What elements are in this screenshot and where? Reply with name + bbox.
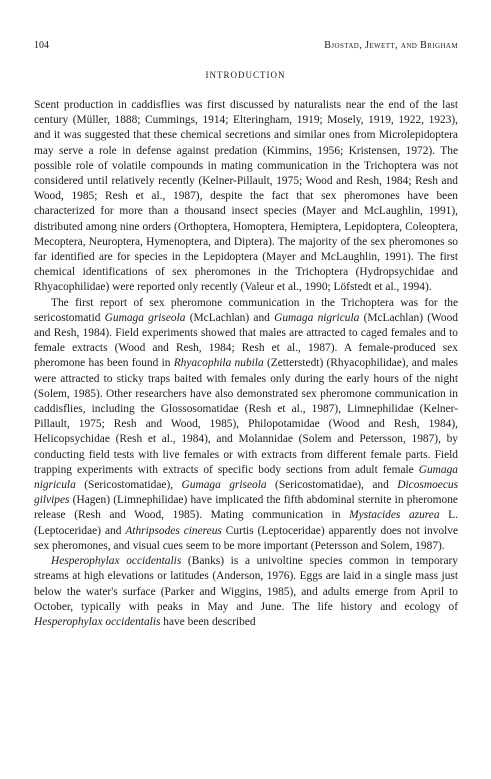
body-text [34, 98, 458, 630]
italic-text: Dicosmoecus gilvipes [34, 479, 459, 507]
text-run: (Sericostomatidae), [75, 479, 182, 492]
text-run: (Sericostomatidae), and [266, 479, 398, 492]
page-header [34, 40, 458, 54]
section-title: INTRODUCTION [205, 70, 286, 80]
page-number: 104 [34, 40, 49, 51]
text-run: Curtis (Leptoceridae) apparently does not involve sex pheromones, and visual cues seem to be more important (Petersson and Solem, 1987). [34, 524, 459, 552]
text-run: (Zetterstedt) (Rhyacophilidae), and males were attracted to sticky traps baited with females only during the early hours of the night (Solem, 1985). Other researchers have also demonstrated sex pheromone communication in caddisflies, including the Glossosomatidae (Resh et al., 1987), Limnephilidae (Kelner-Pillault, 1975; Resh and Wood, 1985), Philopotamidae (Wood and Resh, 1984), Helicopsychidae (Resh et al., 1984), and Molannidae (Solem and Petersson, 1987), by conducting field tests with live females or with extracts from different female parts. Field trapping experiments with extracts of specific body sections from adult female [34, 357, 458, 476]
italic-text: Gumaga griseola [104, 311, 186, 324]
text-run: (McLachlan) (Wood and Resh, 1984). Field experiments showed that males are attracted to caged females and to female extracts (Wood and Resh, 1984; Resh et al., 1987). A female-produced sex pheromone has been found in [34, 311, 458, 370]
italic-text: Mystacides azurea [349, 509, 440, 522]
italic-text: Hesperophylax occidentalis [51, 555, 182, 568]
text-run: (Hagen) (Limnephilidae) have implicated the fifth abdominal sternite in pheromone release (Resh and Wood, 1985). Mating communication in [34, 494, 458, 522]
italic-text: Gumaga griseola [181, 479, 267, 492]
text-run: Scent production in caddisflies was first discussed by naturalists near the end of the last century (Müller, 1888; Cummings, 1914; Elteringham, 1919; Mosely, 1919, 1922, 1923), and it was suggested that these chemical secretions and similar ones from Microlepidoptera may serve a role in defense against predation (Kimmins, 1956; Kristensen, 1972). The possible role of volatile compounds in mating communication in the Trichoptera was not considered until relatively recently (Kelner-Pillault, 1975; Wood and Resh, 1984; Resh and Wood, 1985; Resh et al., 1987), despite the fact that sex pheromones have been characterized for more than a thousand insect species (Mayer and McLaughlin, 1991), distributed among nine orders (Orthoptera, Homoptera, Hemiptera, Lepidoptera, Coleoptera, Mecoptera, Neuroptera, Hymenoptera, and Diptera). The majority of the sex pheromones so far identified are for species in the Lepidoptera (Mayer and McLaughlin, 1991). The first chemical identifications of sex pheromones in the Trichoptera (Hydropsychidae and Rhyacophilidae) were reported only recently (Valeur et al., 1990; Löfstedt et al., 1994). [34, 99, 458, 294]
italic-text: Athripsodes cinereus [125, 524, 222, 537]
text-run: The first report of sex pheromone communication in the Trichoptera was for the sericostomatid [34, 296, 458, 324]
paragraph [34, 296, 458, 554]
paragraph [34, 98, 458, 296]
text-run: L. (Leptoceridae) and [34, 509, 458, 537]
italic-text: Gumaga nigricula [274, 311, 360, 324]
italic-text: Gumaga nigricula [34, 463, 458, 492]
text-run: (McLachlan) and [185, 311, 275, 324]
paragraph [34, 554, 458, 630]
text-run: have been described [160, 615, 256, 628]
text-run: (Banks) is a univoltine species common in temporary streams at high elevations or latitudes (Anderson, 1976). Eggs are laid in a single mass just below the water's surface (Parker and Wiggins, 1985), and adults emerge from April to October, typically with peaks in May and June. The life history and ecology of [34, 555, 458, 613]
italic-text: Hesperophylax occidentalis [34, 615, 161, 628]
running-head: Bjostad, Jewett, and Brigham [324, 40, 458, 51]
italic-text: Rhyacophila nubila [173, 357, 264, 370]
